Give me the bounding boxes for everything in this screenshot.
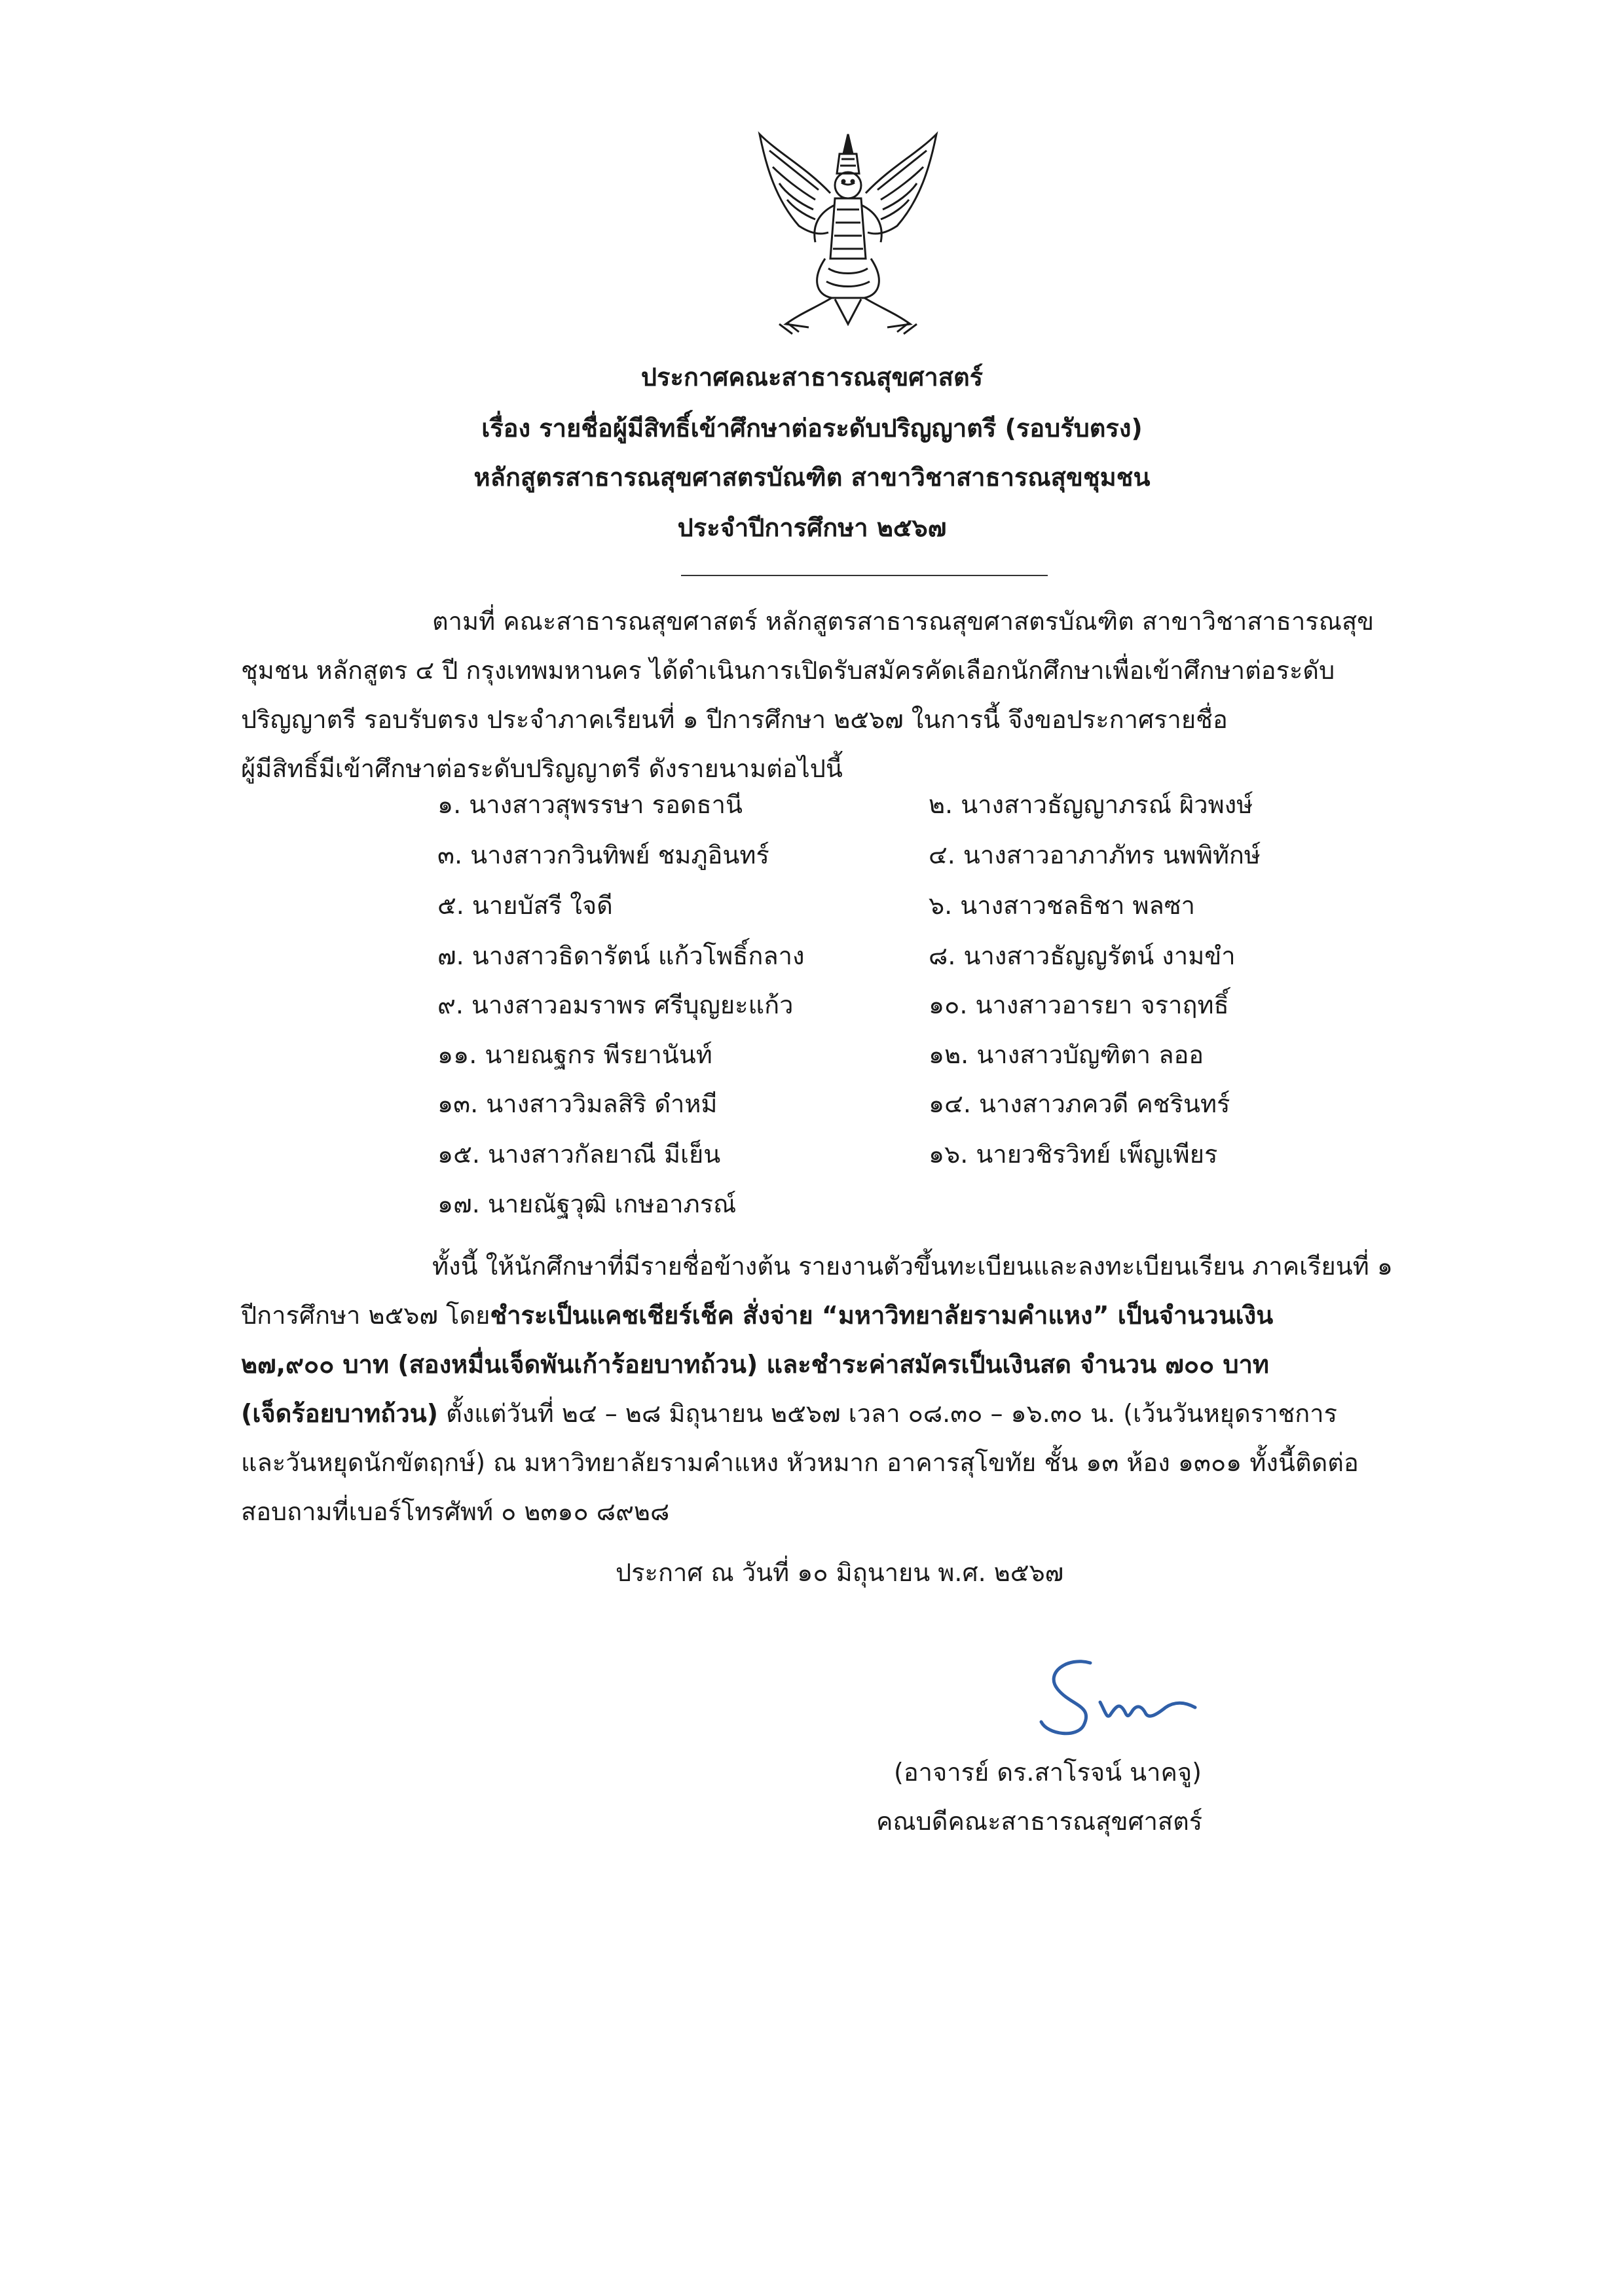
name-list-item: ๑๖. นายวชิรวิทย์ เพ็ญเพียร	[929, 1140, 1218, 1169]
details-line-3: ๒๗,๙๐๐ บาท (สองหมื่นเจ็ดพันเก้าร้อยบาทถ้วน) และชำระค่าสมัครเป็นเงินสด จำนวน ๗๐๐ บาท	[241, 1350, 1269, 1379]
details-line-1: ทั้งนี้ ให้นักศึกษาที่มีรายชื่อข้างต้น รายงานตัวขึ้นทะเบียนและลงทะเบียนเรียน ภาคเรียนที่ ๑	[432, 1252, 1393, 1281]
details-line-4-bold: (เจ็ดร้อยบาทถ้วน)	[241, 1399, 438, 1428]
name-list-item: ๒. นางสาวธัญญาภรณ์ ผิวพงษ์	[929, 790, 1253, 819]
header-divider	[681, 575, 1048, 576]
announcement-date: ประกาศ ณ วันที่ ๑๐ มิถุนายน พ.ศ. ๒๕๖๗	[616, 1558, 1064, 1587]
name-list-item: ๑๓. นางสาววิมลสิริ ดำหมี	[437, 1089, 718, 1118]
academic-year: ประจำปีการศึกษา ๒๕๖๗	[677, 513, 947, 542]
name-list-item: ๑. นางสาวสุพรรษา รอดธานี	[437, 790, 743, 819]
details-line-2-regular: ปีการศึกษา ๒๕๖๗ โดย	[241, 1301, 490, 1330]
name-list-item: ๙. นางสาวอมราพร ศรีบุญยะแก้ว	[437, 991, 794, 1019]
intro-line-2: ชุมชน หลักสูตร ๔ ปี กรุงเทพมหานคร ได้ดำเนินการเปิดรับสมัครคัดเลือกนักศึกษาเพื่อเข้าศึกษาต่อระดับ	[241, 656, 1335, 685]
details-line-5: และวันหยุดนักขัตฤกษ์) ณ มหาวิทยาลัยรามคำแหง หัวหมาก อาคารสุโขทัย ชั้น ๑๓ ห้อง ๑๓๐๑ ทั้งนี้ติดต่อ	[241, 1448, 1359, 1477]
name-list-item: ๑๗. นายณัฐวุฒิ เกษอาภรณ์	[437, 1190, 737, 1218]
intro-line-4: ผู้มีสิทธิ์มีเข้าศึกษาต่อระดับปริญญาตรี ดังรายนามต่อไปนี้	[241, 754, 843, 783]
name-list-item: ๑๐. นางสาวอารยา จราฤทธิ์	[929, 991, 1229, 1019]
signer-name: (อาจารย์ ดร.สาโรจน์ นาคจู)	[894, 1758, 1202, 1787]
name-list-item: ๗. นางสาวธิดารัตน์ แก้วโพธิ์กลาง	[437, 941, 805, 970]
announcement-title: ประกาศคณะสาธารณสุขศาสตร์	[640, 363, 984, 392]
details-line-2-bold: ชำระเป็นแคชเชียร์เช็ค สั่งจ่าย “มหาวิทยาลัยรามคำแหง” เป็นจำนวนเงิน	[490, 1301, 1274, 1330]
signer-position: คณบดีคณะสาธารณสุขศาสตร์	[876, 1807, 1203, 1836]
program-name: หลักสูตรสาธารณสุขศาสตรบัณฑิต สาขาวิชาสาธารณสุขชุมชน	[473, 463, 1151, 492]
signature-image	[1028, 1650, 1211, 1748]
name-list-item: ๖. นางสาวชลธิชา พลซา	[929, 891, 1195, 920]
name-list-item: ๑๒. นางสาวบัญฑิตา ลออ	[929, 1040, 1204, 1069]
details-line-6: สอบถามที่เบอร์โทรศัพท์ ๐ ๒๓๑๐ ๘๙๒๘	[241, 1497, 670, 1526]
intro-line-3: ปริญญาตรี รอบรับตรง ประจำภาคเรียนที่ ๑ ปีการศึกษา ๒๕๖๗ ในการนี้ จึงขอประกาศรายชื่อ	[241, 705, 1228, 734]
details-line-2	[241, 1303, 1273, 1328]
intro-line-1: ตามที่ คณะสาธารณสุขศาสตร์ หลักสูตรสาธารณสุขศาสตรบัณฑิต สาขาวิชาสาธารณสุข	[432, 607, 1375, 636]
name-list-item: ๑๔. นางสาวภควดี คชรินทร์	[929, 1089, 1230, 1118]
garuda-emblem-icon	[753, 128, 943, 344]
details-line-4	[241, 1401, 1337, 1426]
name-list-item: ๑๑. นายณฐกร พีรยานันท์	[437, 1040, 712, 1069]
announcement-subject: เรื่อง รายชื่อผู้มีสิทธิ์เข้าศึกษาต่อระดับปริญญาตรี (รอบรับตรง)	[481, 414, 1143, 443]
name-list-item: ๑๕. นางสาวกัลยาณี มีเย็น	[437, 1140, 721, 1169]
name-list-item: ๘. นางสาวธัญญรัตน์ งามขำ	[929, 941, 1236, 970]
name-list-item: ๔. นางสาวอาภาภัทร นพพิทักษ์	[929, 841, 1261, 869]
name-list-item: ๓. นางสาวกวินทิพย์ ชมภูอินทร์	[437, 841, 769, 869]
details-line-4-regular: ตั้งแต่วันที่ ๒๔ – ๒๘ มิถุนายน ๒๕๖๗ เวลา ๐๘.๓๐ – ๑๖.๓๐ น. (เว้นวันหยุดราชการ	[438, 1399, 1337, 1428]
name-list-item: ๕. นายบัสรี ใจดี	[437, 891, 613, 920]
